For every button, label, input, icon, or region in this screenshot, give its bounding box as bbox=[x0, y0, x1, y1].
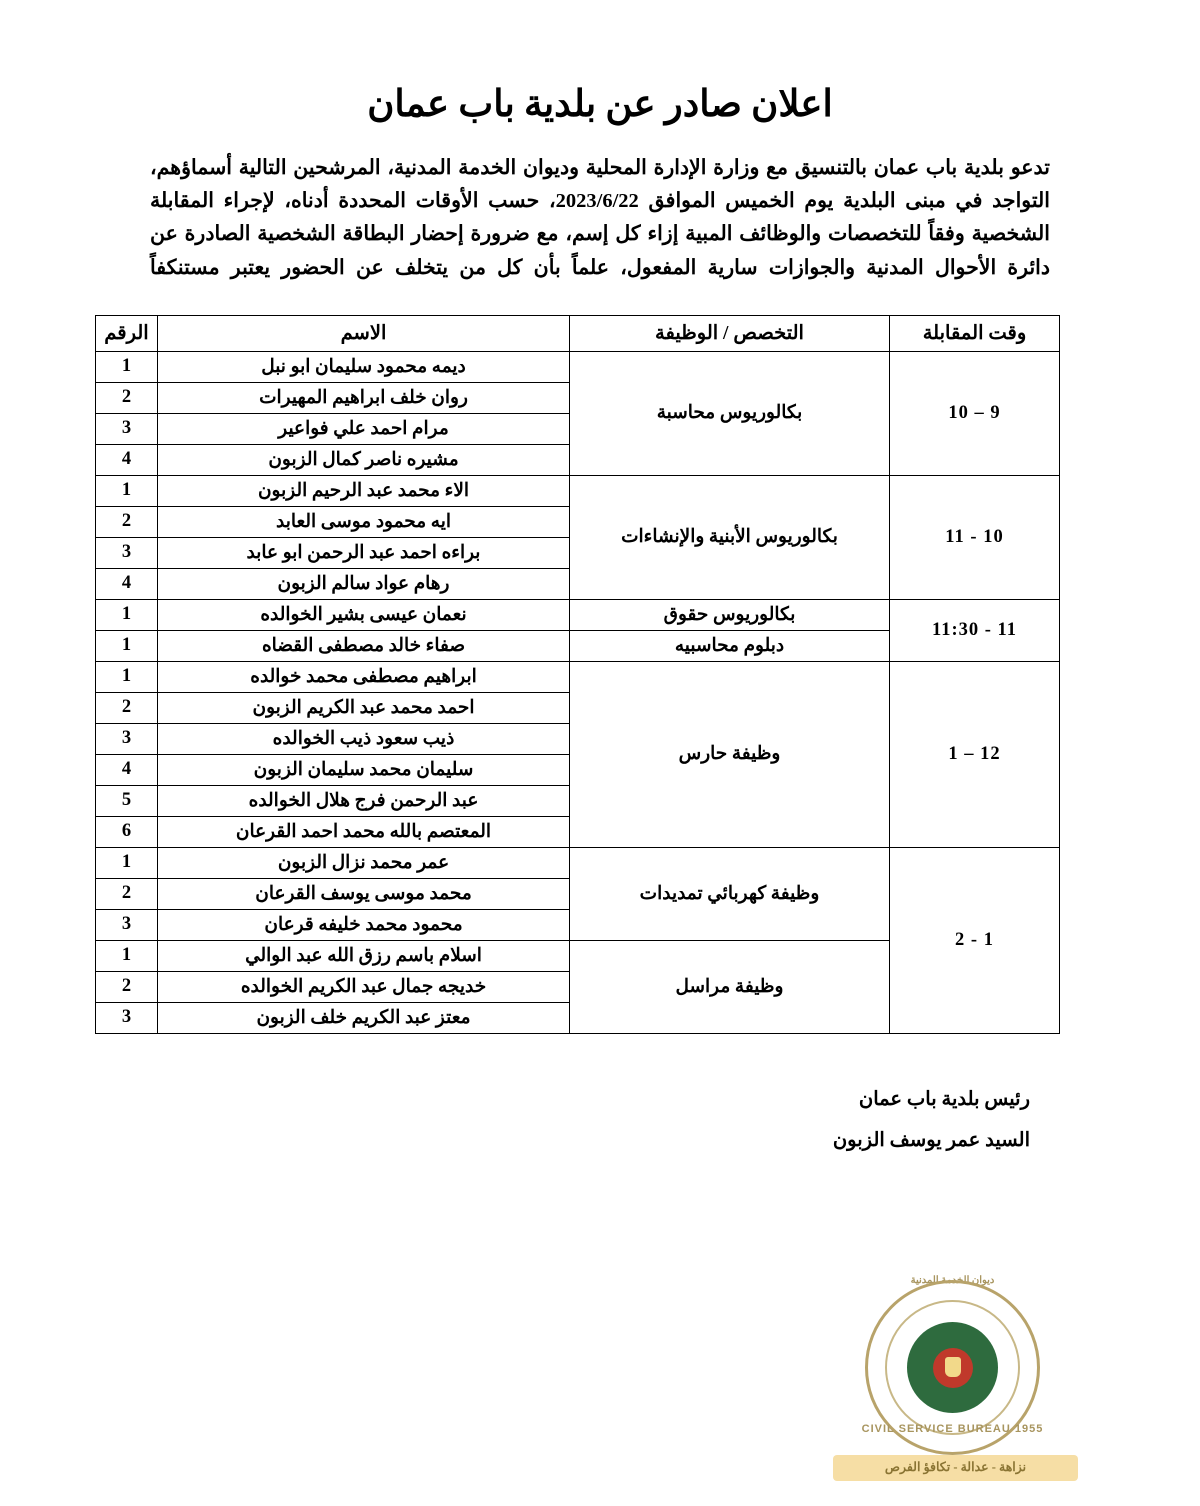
seal-ribbon bbox=[833, 1447, 1078, 1487]
cell-row-number: 1 bbox=[96, 847, 158, 878]
cell-row-number: 4 bbox=[96, 444, 158, 475]
cell-row-number: 3 bbox=[96, 413, 158, 444]
signature-name: السيد عمر يوسف الزبون bbox=[832, 1129, 1030, 1151]
cell-row-number: 1 bbox=[96, 630, 158, 661]
table-row bbox=[96, 475, 1060, 506]
cell-row-number: 3 bbox=[96, 909, 158, 940]
cell-specialization: وظيفة كهربائي تمديدات bbox=[570, 847, 890, 940]
column-header-time: وقت المقابلة bbox=[890, 315, 1060, 351]
cell-row-number: 4 bbox=[96, 754, 158, 785]
cell-candidate-name: المعتصم بالله محمد احمد القرعان bbox=[158, 816, 570, 847]
cell-row-number: 3 bbox=[96, 1002, 158, 1033]
cell-row-number: 2 bbox=[96, 971, 158, 1002]
table-row bbox=[96, 351, 1060, 382]
table-row bbox=[96, 599, 1060, 630]
cell-row-number: 2 bbox=[96, 382, 158, 413]
cell-candidate-name: محمود محمد خليفه قرعان bbox=[158, 909, 570, 940]
cell-candidate-name: روان خلف ابراهيم المهيرات bbox=[158, 382, 570, 413]
cell-specialization: بكالوريوس محاسبة bbox=[570, 351, 890, 475]
cell-interview-time: 10 - 11 bbox=[890, 475, 1060, 599]
announcement-body-text: تدعو بلدية باب عمان بالتنسيق مع وزارة الإدارة المحلية وديوان الخدمة المدنية، المرشحين التالية أسماؤهم، التواجد في مبنى البلدية يوم الخميس الموافق 2023/6/22، حسب الأوقات المحددة أدناه، لإجراء المقابلة الشخصية وفقاً للتخصصات والوظائف المبية إزاء كل إسم، مع ضرورة إحضار البطاقة الشخصية الصادرة عن دائرة الأحوال المدنية والجوازات سارية المفعول، علماً بأن كل من يتخلف عن الحضور يعتبر مستنكفاً bbox=[150, 157, 1050, 279]
crown-icon bbox=[933, 1348, 973, 1388]
cell-candidate-name: معتز عبد الكريم خلف الزبون bbox=[158, 1002, 570, 1033]
civil-service-bureau-seal bbox=[845, 1275, 1060, 1490]
cell-row-number: 1 bbox=[96, 599, 158, 630]
page-title: اعلان صادر عن بلدية باب عمان bbox=[367, 84, 833, 125]
ribbon-text: نزاهة - عدالة - تكافؤ الفرص bbox=[884, 1460, 1027, 1474]
cell-interview-time: 9 – 10 bbox=[890, 351, 1060, 475]
cell-row-number: 3 bbox=[96, 723, 158, 754]
cell-interview-time: 11 - 11:30 bbox=[890, 599, 1060, 661]
cell-candidate-name: ايه محمود موسى العابد bbox=[158, 506, 570, 537]
cell-candidate-name: احمد محمد عبد الكريم الزبون bbox=[158, 692, 570, 723]
column-header-spec: التخصص / الوظيفة bbox=[570, 315, 890, 351]
cell-candidate-name: اسلام باسم رزق الله عبد الوالي bbox=[158, 940, 570, 971]
table-header-row bbox=[96, 315, 1060, 351]
cell-row-number: 2 bbox=[96, 506, 158, 537]
cell-specialization: وظيفة حارس bbox=[570, 661, 890, 847]
cell-candidate-name: مشيره ناصر كمال الزبون bbox=[158, 444, 570, 475]
cell-interview-time: 1 - 2 bbox=[890, 847, 1060, 1033]
cell-candidate-name: نعمان عيسى بشير الخوالده bbox=[158, 599, 570, 630]
cell-row-number: 1 bbox=[96, 940, 158, 971]
column-header-num: الرقم bbox=[96, 315, 158, 351]
cell-candidate-name: خديجه جمال عبد الكريم الخوالده bbox=[158, 971, 570, 1002]
column-header-name: الاسم bbox=[158, 315, 570, 351]
cell-candidate-name: مرام احمد علي فواعير bbox=[158, 413, 570, 444]
cell-row-number: 1 bbox=[96, 475, 158, 506]
cell-row-number: 4 bbox=[96, 568, 158, 599]
cell-candidate-name: عمر محمد نزال الزبون bbox=[158, 847, 570, 878]
cell-candidate-name: ديمه محمود سليمان ابو نبل bbox=[158, 351, 570, 382]
cell-candidate-name: براءه احمد عبد الرحمن ابو عابد bbox=[158, 537, 570, 568]
cell-row-number: 5 bbox=[96, 785, 158, 816]
cell-row-number: 2 bbox=[96, 878, 158, 909]
signature-block bbox=[140, 1080, 1030, 1162]
cell-specialization: بكالوريوس حقوق bbox=[570, 599, 890, 630]
seal-emblem-icon bbox=[907, 1322, 998, 1413]
cell-specialization: وظيفة مراسل bbox=[570, 940, 890, 1033]
cell-interview-time: 12 – 1 bbox=[890, 661, 1060, 847]
cell-specialization: بكالوريوس الأبنية والإنشاءات bbox=[570, 475, 890, 599]
table-row bbox=[96, 661, 1060, 692]
cell-candidate-name: محمد موسى يوسف القرعان bbox=[158, 878, 570, 909]
cell-row-number: 2 bbox=[96, 692, 158, 723]
signature-title: رئيس بلدية باب عمان bbox=[858, 1088, 1030, 1110]
cell-row-number: 1 bbox=[96, 661, 158, 692]
seal-english-text: CIVIL SERVICE BUREAU 1955 bbox=[861, 1423, 1044, 1435]
candidates-table bbox=[95, 315, 1060, 1034]
cell-row-number: 6 bbox=[96, 816, 158, 847]
cell-candidate-name: ابراهيم مصطفى محمد خوالده bbox=[158, 661, 570, 692]
table-row bbox=[96, 847, 1060, 878]
cell-candidate-name: رهام عواد سالم الزبون bbox=[158, 568, 570, 599]
cell-candidate-name: الاء محمد عبد الرحيم الزبون bbox=[158, 475, 570, 506]
cell-row-number: 1 bbox=[96, 351, 158, 382]
cell-specialization: دبلوم محاسبيه bbox=[570, 630, 890, 661]
cell-candidate-name: عبد الرحمن فرج هلال الخوالده bbox=[158, 785, 570, 816]
cell-row-number: 3 bbox=[96, 537, 158, 568]
seal-arabic-text: ديوان الخدمة المدنية bbox=[910, 1275, 995, 1286]
cell-candidate-name: ذيب سعود ذيب الخوالده bbox=[158, 723, 570, 754]
cell-candidate-name: سليمان محمد سليمان الزبون bbox=[158, 754, 570, 785]
table-body bbox=[96, 351, 1060, 1033]
cell-candidate-name: صفاء خالد مصطفى القضاه bbox=[158, 630, 570, 661]
